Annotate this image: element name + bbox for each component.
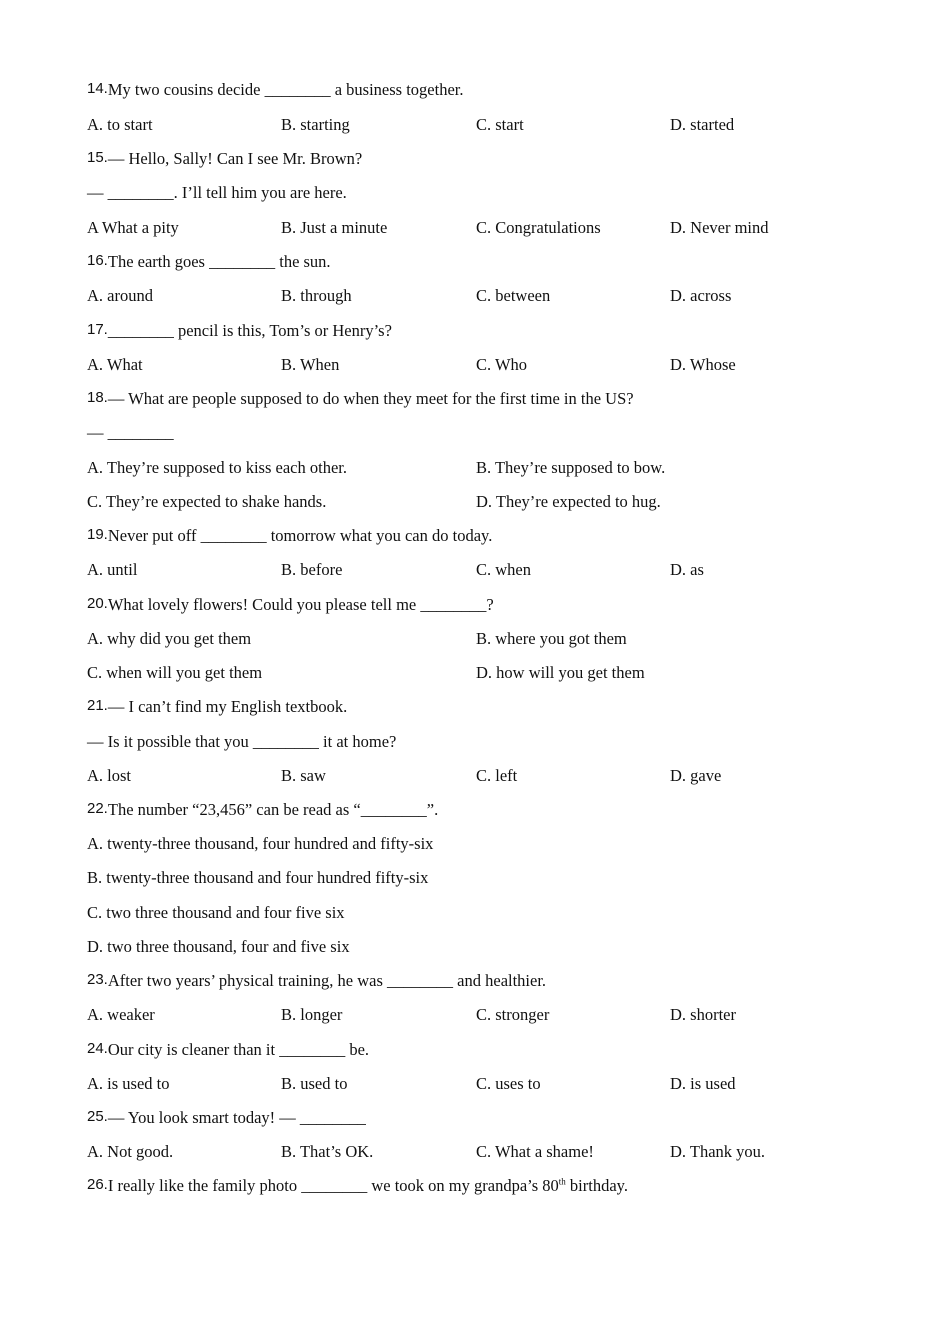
question-number: 14. — [87, 80, 108, 97]
question-number: 23. — [87, 971, 108, 988]
option-c[interactable]: C. between — [476, 286, 551, 305]
question-14 — [87, 77, 890, 103]
options-row — [87, 1139, 890, 1165]
options-row — [87, 352, 890, 378]
question-26 — [87, 1173, 890, 1199]
options-row — [87, 763, 890, 789]
question-stem: My two cousins decide ________ a business together. — [107, 80, 464, 99]
option-b[interactable]: B. starting — [281, 115, 350, 134]
option-d[interactable]: D. is used — [670, 1074, 736, 1093]
question-number: 16. — [87, 252, 108, 269]
options-row — [87, 215, 890, 241]
question-number: 21. — [87, 697, 108, 714]
options-row — [87, 1071, 890, 1097]
option-d[interactable]: D. gave — [670, 766, 722, 785]
question-stem: ________ pencil is this, Tom’s or Henry’s? — [107, 321, 392, 340]
option-d[interactable]: D. two three thousand, four and five six — [87, 937, 350, 956]
question-number: 19. — [87, 526, 108, 543]
options-row — [87, 455, 890, 481]
options-row — [87, 557, 890, 583]
option-b[interactable]: B. That’s OK. — [281, 1142, 374, 1161]
question-18 — [87, 386, 890, 412]
option-c[interactable]: C. stronger — [476, 1005, 550, 1024]
options-row — [87, 283, 890, 309]
option-d[interactable]: D. They’re expected to hug. — [476, 492, 661, 511]
question-number: 26. — [87, 1176, 108, 1193]
option-d[interactable]: D. how will you get them — [476, 663, 645, 682]
question-stem: I really like the family photo ________ we took on my grandpa’s 80 — [107, 1176, 559, 1195]
options-row — [87, 112, 890, 138]
option-d[interactable]: D. Whose — [670, 355, 736, 374]
option-b[interactable]: B. used to — [281, 1074, 348, 1093]
question-reply: — ________ — [87, 423, 174, 442]
option-b[interactable]: B. They’re supposed to bow. — [476, 458, 666, 477]
option-a[interactable]: A. Not good. — [87, 1142, 174, 1161]
option-d[interactable]: D. across — [670, 286, 732, 305]
option-c[interactable]: C. when will you get them — [87, 663, 263, 682]
option-a[interactable]: A. around — [87, 286, 153, 305]
option-a[interactable]: A. until — [87, 560, 138, 579]
question-stem: — What are people supposed to do when they meet for the first time in the US? — [107, 389, 634, 408]
question-number: 18. — [87, 389, 108, 406]
option-c[interactable]: C. They’re expected to shake hands. — [87, 492, 327, 511]
option-b[interactable]: B. saw — [281, 766, 326, 785]
option-d[interactable]: D. started — [670, 115, 735, 134]
option-a[interactable]: A. twenty-three thousand, four hundred and fifty-six — [87, 834, 434, 853]
option-b[interactable]: B. Just a minute — [281, 218, 388, 237]
question-21 — [87, 694, 890, 720]
options-row — [87, 489, 890, 515]
question-23 — [87, 968, 890, 994]
option-a[interactable]: A. lost — [87, 766, 132, 785]
option-a[interactable]: A. to start — [87, 115, 153, 134]
option-a[interactable]: A. is used to — [87, 1074, 170, 1093]
question-reply: — Is it possible that you ________ it at home? — [87, 732, 397, 751]
options-row — [87, 626, 890, 652]
option-a[interactable]: A What a pity — [87, 218, 179, 237]
option-a[interactable]: A. weaker — [87, 1005, 155, 1024]
question-reply: — ________. I’ll tell him you are here. — [87, 183, 347, 202]
option-b[interactable]: B. longer — [281, 1005, 343, 1024]
option-c[interactable]: C. What a shame! — [476, 1142, 594, 1161]
question-stem: Our city is cleaner than it ________ be. — [107, 1040, 370, 1059]
option-c[interactable]: C. two three thousand and four five six — [87, 903, 345, 922]
option-c[interactable]: C. Congratulations — [476, 218, 601, 237]
options-row — [87, 660, 890, 686]
question-19 — [87, 523, 890, 549]
question-15 — [87, 146, 890, 172]
question-stem: — You look smart today! — ________ — [107, 1108, 366, 1127]
question-number: 24. — [87, 1040, 108, 1057]
question-stem: — I can’t find my English textbook. — [107, 697, 348, 716]
question-20 — [87, 592, 890, 618]
option-d[interactable]: D. Never mind — [670, 218, 769, 237]
option-b[interactable]: B. When — [281, 355, 340, 374]
option-c[interactable]: C. when — [476, 560, 531, 579]
option-a[interactable]: A. why did you get them — [87, 629, 252, 648]
question-number: 25. — [87, 1108, 108, 1125]
question-number: 22. — [87, 800, 108, 817]
option-b[interactable]: B. before — [281, 560, 343, 579]
question-16 — [87, 249, 890, 275]
question-stem: — Hello, Sally! Can I see Mr. Brown? — [107, 149, 363, 168]
question-number: 20. — [87, 595, 108, 612]
question-25 — [87, 1105, 890, 1131]
question-stem: The number “23,456” can be read as “________”. — [107, 800, 439, 819]
question-stem: What lovely flowers! Could you please tell me ________? — [107, 595, 494, 614]
option-d[interactable]: D. as — [670, 560, 704, 579]
option-b[interactable]: B. where you got them — [476, 629, 627, 648]
options-row — [87, 1002, 890, 1028]
question-17 — [87, 318, 890, 344]
option-a[interactable]: A. What — [87, 355, 143, 374]
option-c[interactable]: C. Who — [476, 355, 528, 374]
option-a[interactable]: A. They’re supposed to kiss each other. — [87, 458, 347, 477]
option-b[interactable]: B. twenty-three thousand and four hundred fifty-six — [87, 868, 429, 887]
option-d[interactable]: D. Thank you. — [670, 1142, 766, 1161]
question-24 — [87, 1037, 890, 1063]
question-stem: The earth goes ________ the sun. — [107, 252, 331, 271]
question-number: 17. — [87, 321, 108, 338]
option-c[interactable]: C. start — [476, 115, 524, 134]
option-c[interactable]: C. uses to — [476, 1074, 541, 1093]
option-b[interactable]: B. through — [281, 286, 352, 305]
question-stem: Never put off ________ tomorrow what you can do today. — [107, 526, 493, 545]
question-number: 15. — [87, 149, 108, 166]
question-stem-end: birthday. — [565, 1176, 628, 1195]
option-c[interactable]: C. left — [476, 766, 518, 785]
ordinal-suffix: th — [558, 1176, 566, 1187]
option-d[interactable]: D. shorter — [670, 1005, 736, 1024]
question-22 — [87, 797, 890, 823]
question-stem: After two years’ physical training, he was ________ and healthier. — [107, 971, 547, 990]
